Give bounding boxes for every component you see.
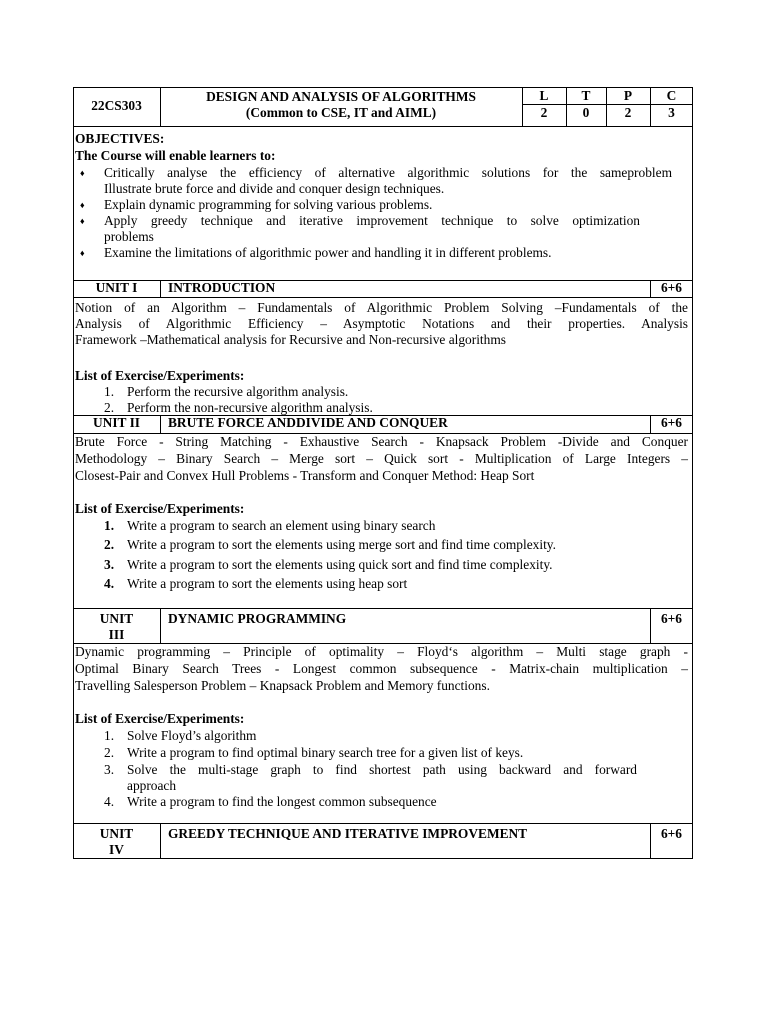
unit2-hours: 6+6 bbox=[660, 415, 683, 430]
unit3-exercise-1: Solve Floyd’s algorithm bbox=[127, 728, 257, 743]
ltpc-label-t: T bbox=[581, 88, 591, 103]
unit2-content-line-2: Methodology – Binary Search – Merge sort – Quick sort - Multiplication of Large Integers – bbox=[75, 451, 688, 466]
objective-item-2: Illustrate brute force and divide and conquer design techniques. bbox=[104, 181, 445, 196]
unit2-exercise-2: Write a program to sort the elements using merge sort and find time complexity. bbox=[127, 537, 556, 552]
list-number: 1. bbox=[104, 728, 115, 743]
unit3-exercise-3: Solve the multi-stage graph to find shortest path using backward and forward bbox=[127, 762, 637, 777]
unit4-title: GREEDY TECHNIQUE AND ITERATIVE IMPROVEMENT bbox=[168, 826, 528, 841]
unit4-top-rule bbox=[73, 823, 693, 824]
unit2-exercise-4: Write a program to sort the elements using heap sort bbox=[127, 576, 408, 591]
objective-item-1: Critically analyse the efficiency of alternative algorithmic solutions for the sameproblem bbox=[104, 165, 672, 180]
list-number: 3. bbox=[104, 762, 115, 777]
unit3-label: UNIT III bbox=[99, 611, 134, 642]
unit2-content-line-3: Closest-Pair and Convex Hull Problems - Transform and Conquer Method: Heap Sort bbox=[75, 468, 535, 483]
objective-item-5: Examine the limitations of algorithmic power and handling it in different problems. bbox=[104, 245, 552, 260]
unit3-exercise-2: Write a program to find optimal binary search tree for a given list of keys. bbox=[127, 745, 524, 760]
ltpc-value-p: 2 bbox=[624, 105, 632, 120]
unit3-exercise-4: Write a program to find the longest common subsequence bbox=[127, 794, 437, 809]
unit3-content-line-1: Dynamic programming – Principle of optimality – Floyd‘s algorithm – Multi stage graph - bbox=[75, 644, 688, 659]
unit1-content-line-3: Framework –Mathematical analysis for Recursive and Non-recursive algorithms bbox=[75, 332, 506, 347]
objectives-intro: The Course will enable learners to: bbox=[75, 148, 276, 163]
unit1-top-rule bbox=[73, 280, 693, 281]
unit4-hours: 6+6 bbox=[660, 826, 683, 841]
unit1-content-line-2: Analysis of Algorithmic Efficiency – Asymptotic Notations and their properties. Analysis bbox=[75, 316, 688, 331]
ltpc-value-t: 0 bbox=[582, 105, 590, 120]
unit1-hours: 6+6 bbox=[660, 280, 683, 295]
unit3-title: DYNAMIC PROGRAMMING bbox=[168, 611, 347, 626]
unit2-title: BRUTE FORCE ANDDIVIDE AND CONQUER bbox=[168, 415, 448, 430]
unit3-hours: 6+6 bbox=[660, 611, 683, 626]
unit1-exercise-1: Perform the recursive algorithm analysis. bbox=[127, 384, 349, 399]
unit3-exercise-heading: List of Exercise/Experiments: bbox=[75, 711, 245, 726]
unit1-bottom-rule bbox=[73, 297, 693, 298]
unit4-divider-a bbox=[160, 823, 161, 859]
unit2-label: UNIT II bbox=[92, 415, 140, 430]
unit1-content-line-1: Notion of an Algorithm – Fundamentals of Algorithmic Problem Solving –Fundamentals of the bbox=[75, 300, 688, 315]
unit1-label: UNIT I bbox=[95, 280, 138, 295]
unit1-divider-a bbox=[160, 280, 161, 297]
unit2-divider-a bbox=[160, 415, 161, 433]
objective-item-3: Explain dynamic programming for solving various problems. bbox=[104, 197, 433, 212]
bullet-icon: ♦ bbox=[80, 248, 85, 258]
list-number: 1. bbox=[104, 384, 115, 399]
unit2-exercise-heading: List of Exercise/Experiments: bbox=[75, 501, 245, 516]
list-number: 1. bbox=[104, 518, 115, 533]
course-title: DESIGN AND ANALYSIS OF ALGORITHMS bbox=[206, 89, 476, 104]
objectives-heading: OBJECTIVES: bbox=[75, 131, 165, 146]
ltpc-value-c: 3 bbox=[668, 105, 675, 120]
list-number: 2. bbox=[104, 745, 115, 760]
course-code: 22CS303 bbox=[91, 98, 142, 113]
list-number: 2. bbox=[104, 537, 115, 552]
unit3-divider-a bbox=[160, 608, 161, 643]
course-subtitle: (Common to CSE, IT and AIML) bbox=[245, 105, 437, 120]
unit1-exercise-heading: List of Exercise/Experiments: bbox=[75, 368, 245, 383]
unit2-content-line-1: Brute Force - String Matching - Exhaustive Search - Knapsack Problem -Divide and Conquer bbox=[75, 434, 688, 449]
list-number: 4. bbox=[104, 794, 115, 809]
list-number: 4. bbox=[104, 576, 115, 591]
ltpc-label-l: L bbox=[539, 88, 549, 103]
bullet-icon: ♦ bbox=[80, 168, 85, 178]
unit1-title: INTRODUCTION bbox=[168, 280, 276, 295]
unit3-top-rule bbox=[73, 608, 693, 609]
unit2-exercise-3: Write a program to sort the elements using quick sort and find time complexity. bbox=[127, 557, 553, 572]
list-number: 2. bbox=[104, 400, 115, 415]
unit4-label: UNIT IV bbox=[99, 826, 134, 857]
unit3-content-line-3: Travelling Salesperson Problem – Knapsack Problem and Memory functions. bbox=[75, 678, 490, 693]
bullet-icon: ♦ bbox=[80, 216, 85, 226]
ltpc-label-p: P bbox=[623, 88, 633, 103]
unit2-exercise-1: Write a program to search an element using binary search bbox=[127, 518, 436, 533]
header-bottom-rule bbox=[73, 126, 693, 127]
unit3-content-line-2: Optimal Binary Search Trees - Longest common subsequence - Matrix-chain multiplication – bbox=[75, 661, 688, 676]
unit3-exercise-3-cont: approach bbox=[127, 778, 177, 793]
ltpc-label-c: C bbox=[666, 88, 677, 103]
ltpc-value-l: 2 bbox=[540, 105, 548, 120]
bullet-icon: ♦ bbox=[80, 200, 85, 210]
list-number: 3. bbox=[104, 557, 115, 572]
objective-item-4: Apply greedy technique and iterative improvement technique to solve optimization bbox=[104, 213, 640, 228]
objective-item-4-cont: problems bbox=[104, 229, 154, 244]
unit1-exercise-2: Perform the non-recursive algorithm analysis. bbox=[127, 400, 373, 415]
